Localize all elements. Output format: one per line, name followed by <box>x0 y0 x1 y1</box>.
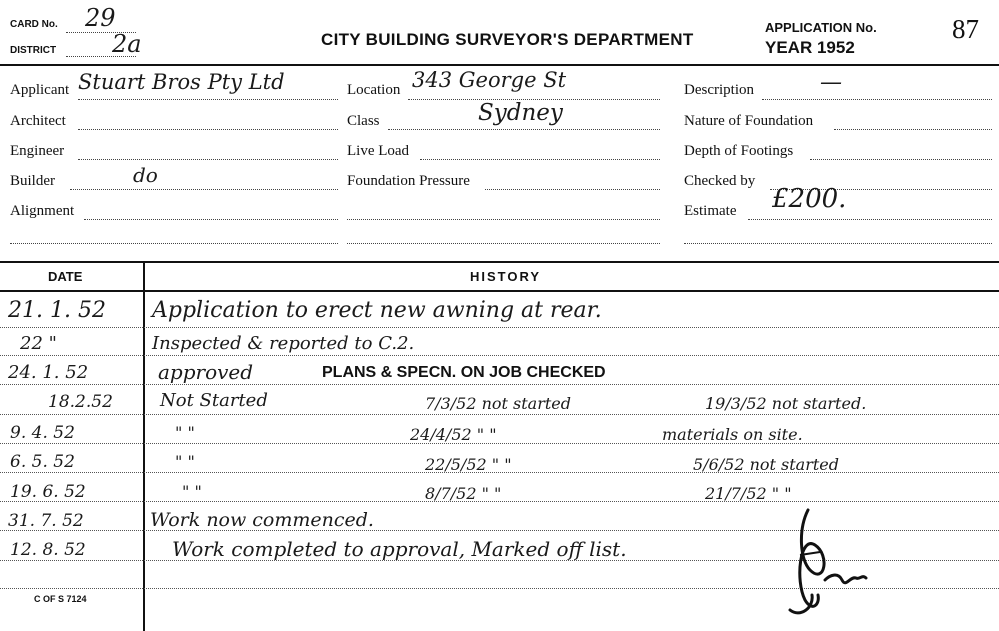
application-no-label: APPLICATION No. <box>765 20 877 35</box>
signature <box>770 500 880 625</box>
history-row-9-text: Work completed to approval, Marked off list. <box>172 537 627 561</box>
history-row-6-date: 6. 5. 52 <box>10 452 75 472</box>
history-row-4-col3: 19/3/52 not started. <box>705 394 867 413</box>
history-row-4-date: 18.2.52 <box>48 392 113 412</box>
history-row-4-text: Not Started <box>160 390 268 411</box>
location-label: Location <box>347 82 401 98</box>
history-row-1-date: 21. 1. 52 <box>8 298 106 323</box>
description-label: Description <box>684 82 754 98</box>
history-row-6-col2: 22/5/52 " " <box>425 455 512 474</box>
builder-label: Builder <box>10 173 55 189</box>
class-label: Class <box>347 113 380 129</box>
checked-by-label: Checked by <box>684 173 756 189</box>
estimate-label: Estimate <box>684 203 737 219</box>
history-row-3-text: approved <box>158 360 254 384</box>
history-row-9-date: 12. 8. 52 <box>10 540 86 560</box>
estimate-value: £200. <box>772 184 847 214</box>
application-no-value: 87 <box>952 14 979 44</box>
history-row-6-text: " " <box>175 452 195 471</box>
history-row-5-col3: materials on site. <box>662 425 803 444</box>
history-row-2-date: 22 " <box>20 333 57 354</box>
history-row-7-date: 19. 6. 52 <box>10 482 86 502</box>
applicant-label: Applicant <box>10 82 70 98</box>
location-value-line2: Sydney <box>478 100 563 126</box>
alignment-label: Alignment <box>10 203 75 219</box>
history-row-7-col2: 8/7/52 " " <box>425 484 502 503</box>
live-load-label: Live Load <box>347 143 410 159</box>
history-row-2-text: Inspected & reported to C.2. <box>152 333 415 354</box>
history-row-8-text: Work now commenced. <box>150 509 374 531</box>
history-row-8-date: 31. 7. 52 <box>8 511 84 531</box>
plans-checked-stamp: PLANS & SPECN. ON JOB CHECKED <box>322 364 606 381</box>
history-row-1-text: Application to erect new awning at rear. <box>152 298 602 323</box>
foundation-pressure-label: Foundation Pressure <box>347 173 470 189</box>
card-no-value: 29 <box>85 4 116 32</box>
history-row-5-col2: 24/4/52 " " <box>410 425 497 444</box>
page-title: CITY BUILDING SURVEYOR'S DEPARTMENT <box>321 30 694 49</box>
history-row-6-col3: 5/6/52 not started <box>693 455 840 474</box>
history-row-7-col3: 21/7/52 " " <box>705 484 792 503</box>
applicant-value: Stuart Bros Pty Ltd <box>78 70 285 94</box>
history-row-5-text: " " <box>175 423 195 442</box>
builder-value: do <box>133 163 158 187</box>
year-label: YEAR 1952 <box>765 38 855 57</box>
depth-of-footings-label: Depth of Footings <box>684 143 794 159</box>
history-row-5-date: 9. 4. 52 <box>10 423 75 443</box>
architect-label: Architect <box>10 113 66 129</box>
history-row-7-text: " " <box>182 482 202 501</box>
history-row-4-col2: 7/3/52 not started <box>425 394 572 413</box>
location-value-line1: 343 George St <box>412 68 567 92</box>
date-column-header: DATE <box>48 269 83 284</box>
card-no-label: CARD No. <box>10 19 58 30</box>
district-label: DISTRICT <box>10 45 57 56</box>
history-row-3-date: 24. 1. 52 <box>8 362 89 383</box>
nature-of-foundation-label: Nature of Foundation <box>684 113 814 129</box>
history-column-header: HISTORY <box>470 269 542 284</box>
engineer-label: Engineer <box>10 143 65 159</box>
description-dash: — <box>820 70 842 95</box>
form-code: C OF S 7124 <box>34 594 87 604</box>
district-value: 2a <box>112 30 142 58</box>
